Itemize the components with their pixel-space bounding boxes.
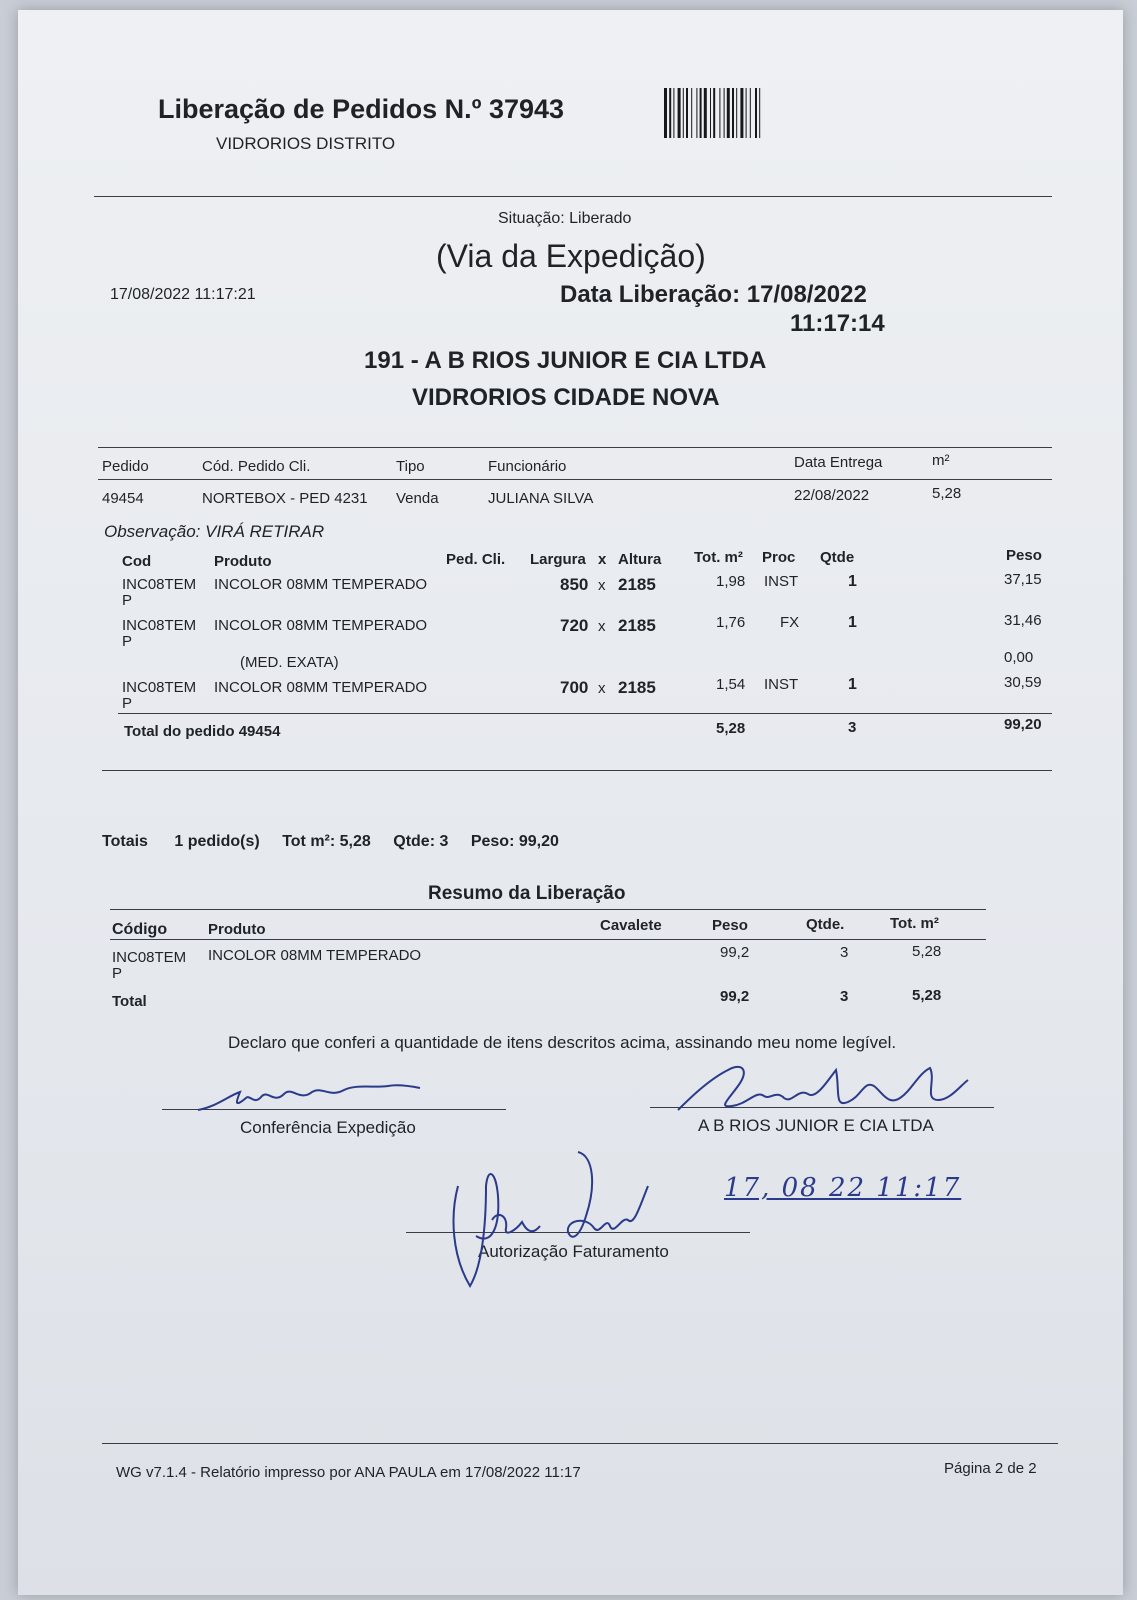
items-col-largura: Largura: [530, 551, 586, 568]
item-produto: INCOLOR 08MM TEMPERADO: [214, 617, 428, 634]
tipo-value: Venda: [396, 490, 439, 507]
col-funcionario: Funcionário: [488, 458, 567, 475]
via-label: (Via da Expedição): [436, 238, 706, 274]
items-col-altura: Altura: [618, 551, 662, 568]
order-total-qtde: 3: [848, 719, 857, 736]
client-store: VIDRORIOS CIDADE NOVA: [412, 384, 720, 411]
company-name: VIDRORIOS DISTRITO: [216, 134, 396, 153]
document-title: Liberação de Pedidos N.º 37943: [158, 94, 565, 124]
footer-printed-by: WG v7.1.4 - Relatório impresso por ANA PAULA em 17/08/2022 11:17: [116, 1464, 581, 1481]
divider: [98, 447, 1052, 448]
order-total-peso: 99,20: [1004, 716, 1042, 733]
barcode-bar: [713, 88, 715, 138]
item-tot-m2: 1,98: [716, 573, 746, 590]
declaration-text: Declaro que conferi a quantidade de itens descritos acima, assinando meu nome legível.: [228, 1033, 897, 1052]
barcode-bar: [664, 88, 667, 138]
col-m2: m²: [932, 452, 950, 469]
barcode-bar: [669, 88, 671, 138]
data-liberacao-time: 11:17:14: [790, 310, 885, 337]
items-col-proc: Proc: [762, 549, 796, 566]
totais-peso: Peso: 99,20: [470, 833, 559, 850]
col-tipo: Tipo: [396, 458, 425, 475]
item-largura: 850: [560, 575, 589, 594]
col-pedido: Pedido: [102, 458, 149, 475]
item-x: x: [598, 577, 606, 594]
item-altura: 2185: [618, 575, 656, 594]
items-col-tot-m2: Tot. m²: [694, 549, 743, 566]
resumo-codigo: INC08TEM: [112, 949, 187, 966]
order-total-m2: 5,28: [716, 720, 746, 737]
resumo-total-tot-m2: 5,28: [912, 987, 942, 1004]
items-col-produto: Produto: [214, 553, 272, 570]
item-proc: INST: [764, 573, 799, 590]
item-tot-m2: 1,76: [716, 614, 746, 631]
item-largura: 700: [560, 678, 589, 697]
item-produto: INCOLOR 08MM TEMPERADO: [214, 576, 428, 593]
resumo-total-peso: 99,2: [720, 988, 750, 1005]
item-qtde: 1: [848, 676, 857, 693]
barcode-bar: [686, 88, 688, 138]
barcode-bar: [710, 88, 711, 138]
m2-value: 5,28: [932, 485, 962, 502]
resumo-col-peso: Peso: [712, 917, 748, 934]
order-total-label: Total do pedido 49454: [124, 723, 281, 740]
barcode-bar: [673, 88, 674, 138]
resumo-col-qtde: Qtde.: [806, 916, 845, 933]
items-col-x: x: [598, 551, 607, 568]
cod-pedido-cli-value: NORTEBOX - PED 4231: [202, 490, 368, 507]
observacao-value: VIRÁ RETIRAR: [205, 522, 325, 541]
divider: [102, 770, 1052, 771]
item-proc: INST: [764, 676, 799, 693]
document-page: [18, 10, 1123, 1595]
col-data-entrega: Data Entrega: [794, 454, 883, 471]
barcode-bar: [696, 88, 697, 138]
item-produto: INCOLOR 08MM TEMPERADO: [214, 679, 428, 696]
items-col-qtde: Qtde: [820, 549, 855, 566]
barcode-bar: [691, 88, 692, 138]
observacao-label: Observação:: [104, 522, 201, 541]
item-cod-cont: P: [122, 592, 133, 609]
handwritten-date: 17, 08 22 11:17: [724, 1173, 962, 1203]
cliente-label: A B RIOS JUNIOR E CIA LTDA: [698, 1116, 934, 1135]
resumo-codigo-cont: P: [112, 965, 123, 982]
funcionario-value: JULIANA SILVA: [488, 490, 594, 507]
resumo-col-tot-m2: Tot. m²: [890, 915, 939, 932]
resumo-total-qtde: 3: [840, 988, 849, 1005]
client-name: 191 - A B RIOS JUNIOR E CIA LTDA: [364, 347, 767, 374]
item-peso: 31,46: [1004, 612, 1042, 629]
item-x: x: [598, 618, 606, 635]
resumo-tot-m2: 5,28: [912, 943, 942, 960]
item-peso: 30,59: [1004, 674, 1042, 691]
resumo-qtde: 3: [840, 944, 849, 961]
divider: [110, 939, 986, 940]
divider: [110, 909, 986, 910]
barcode-bar: [700, 88, 702, 138]
item-peso: 37,15: [1004, 571, 1042, 588]
barcode-bar: [727, 88, 730, 138]
col-cod-pedido-cli: Cód. Pedido Cli.: [202, 458, 311, 475]
item-altura: 2185: [618, 616, 656, 635]
item-cod-cont: P: [122, 633, 133, 650]
item-proc: FX: [780, 614, 800, 631]
item-qtde: 1: [848, 614, 857, 631]
print-timestamp: 17/08/2022 11:17:21: [110, 286, 256, 303]
barcode-bar: [719, 88, 720, 138]
item-largura: 720: [560, 616, 589, 635]
resumo-produto: INCOLOR 08MM TEMPERADO: [208, 947, 422, 964]
divider: [98, 479, 1052, 480]
totais-pedidos: 1 pedido(s): [174, 833, 260, 850]
barcode: [662, 88, 834, 140]
resumo-col-codigo: Código: [112, 921, 168, 938]
data-liberacao: Data Liberação: 17/08/2022: [560, 281, 867, 308]
resumo-peso: 99,2: [720, 944, 750, 961]
barcode-bar: [732, 88, 734, 138]
divider: [118, 713, 1052, 714]
autorizacao-label: Autorização Faturamento: [478, 1242, 669, 1261]
resumo-col-produto: Produto: [208, 921, 266, 938]
item-cod: INC08TEM: [122, 576, 197, 593]
item-x: x: [598, 680, 606, 697]
resumo-col-cavalete: Cavalete: [600, 917, 662, 934]
barcode-bar: [750, 88, 751, 138]
signature-cliente: [668, 1050, 978, 1120]
resumo-title: Resumo da Liberação: [428, 883, 626, 904]
totais-label: Totais: [102, 833, 148, 850]
item-cod: INC08TEM: [122, 617, 197, 634]
conferencia-label: Conferência Expedição: [240, 1118, 416, 1137]
barcode-bar: [740, 88, 743, 138]
signature-autorizacao: [436, 1146, 666, 1296]
barcode-bar: [724, 88, 725, 138]
totais-qtde: Qtde: 3: [393, 833, 449, 850]
item-cod: INC08TEM: [122, 679, 197, 696]
data-entrega-value: 22/08/2022: [794, 487, 870, 504]
pedido-value: 49454: [102, 490, 144, 507]
barcode-bar: [755, 88, 757, 138]
barcode-bar: [759, 88, 760, 138]
items-col-cod: Cod: [122, 553, 152, 570]
items-col-ped-cli: Ped. Cli.: [446, 551, 506, 568]
totais-summary: [102, 833, 559, 851]
barcode-bar: [678, 88, 681, 138]
item-peso: 0,00: [1004, 649, 1034, 666]
divider: [102, 1443, 1058, 1444]
barcode-bar: [683, 88, 684, 138]
situacao: Situação: Liberado: [498, 210, 632, 227]
items-col-peso: Peso: [1006, 547, 1042, 564]
item-note: (MED. EXATA): [240, 654, 339, 671]
barcode-bar: [704, 88, 707, 138]
totais-m2: Tot m²: 5,28: [282, 833, 371, 850]
barcode-bar: [746, 88, 747, 138]
item-tot-m2: 1,54: [716, 676, 746, 693]
item-qtde: 1: [848, 573, 857, 590]
signature-conferencia: [188, 1078, 428, 1118]
item-altura: 2185: [618, 678, 656, 697]
resumo-total-label: Total: [112, 993, 147, 1010]
item-cod-cont: P: [122, 695, 133, 712]
divider: [94, 196, 1052, 197]
barcode-bar: [736, 88, 737, 138]
footer-page-number: Página 2 de 2: [944, 1460, 1037, 1477]
observacao: [104, 522, 324, 542]
